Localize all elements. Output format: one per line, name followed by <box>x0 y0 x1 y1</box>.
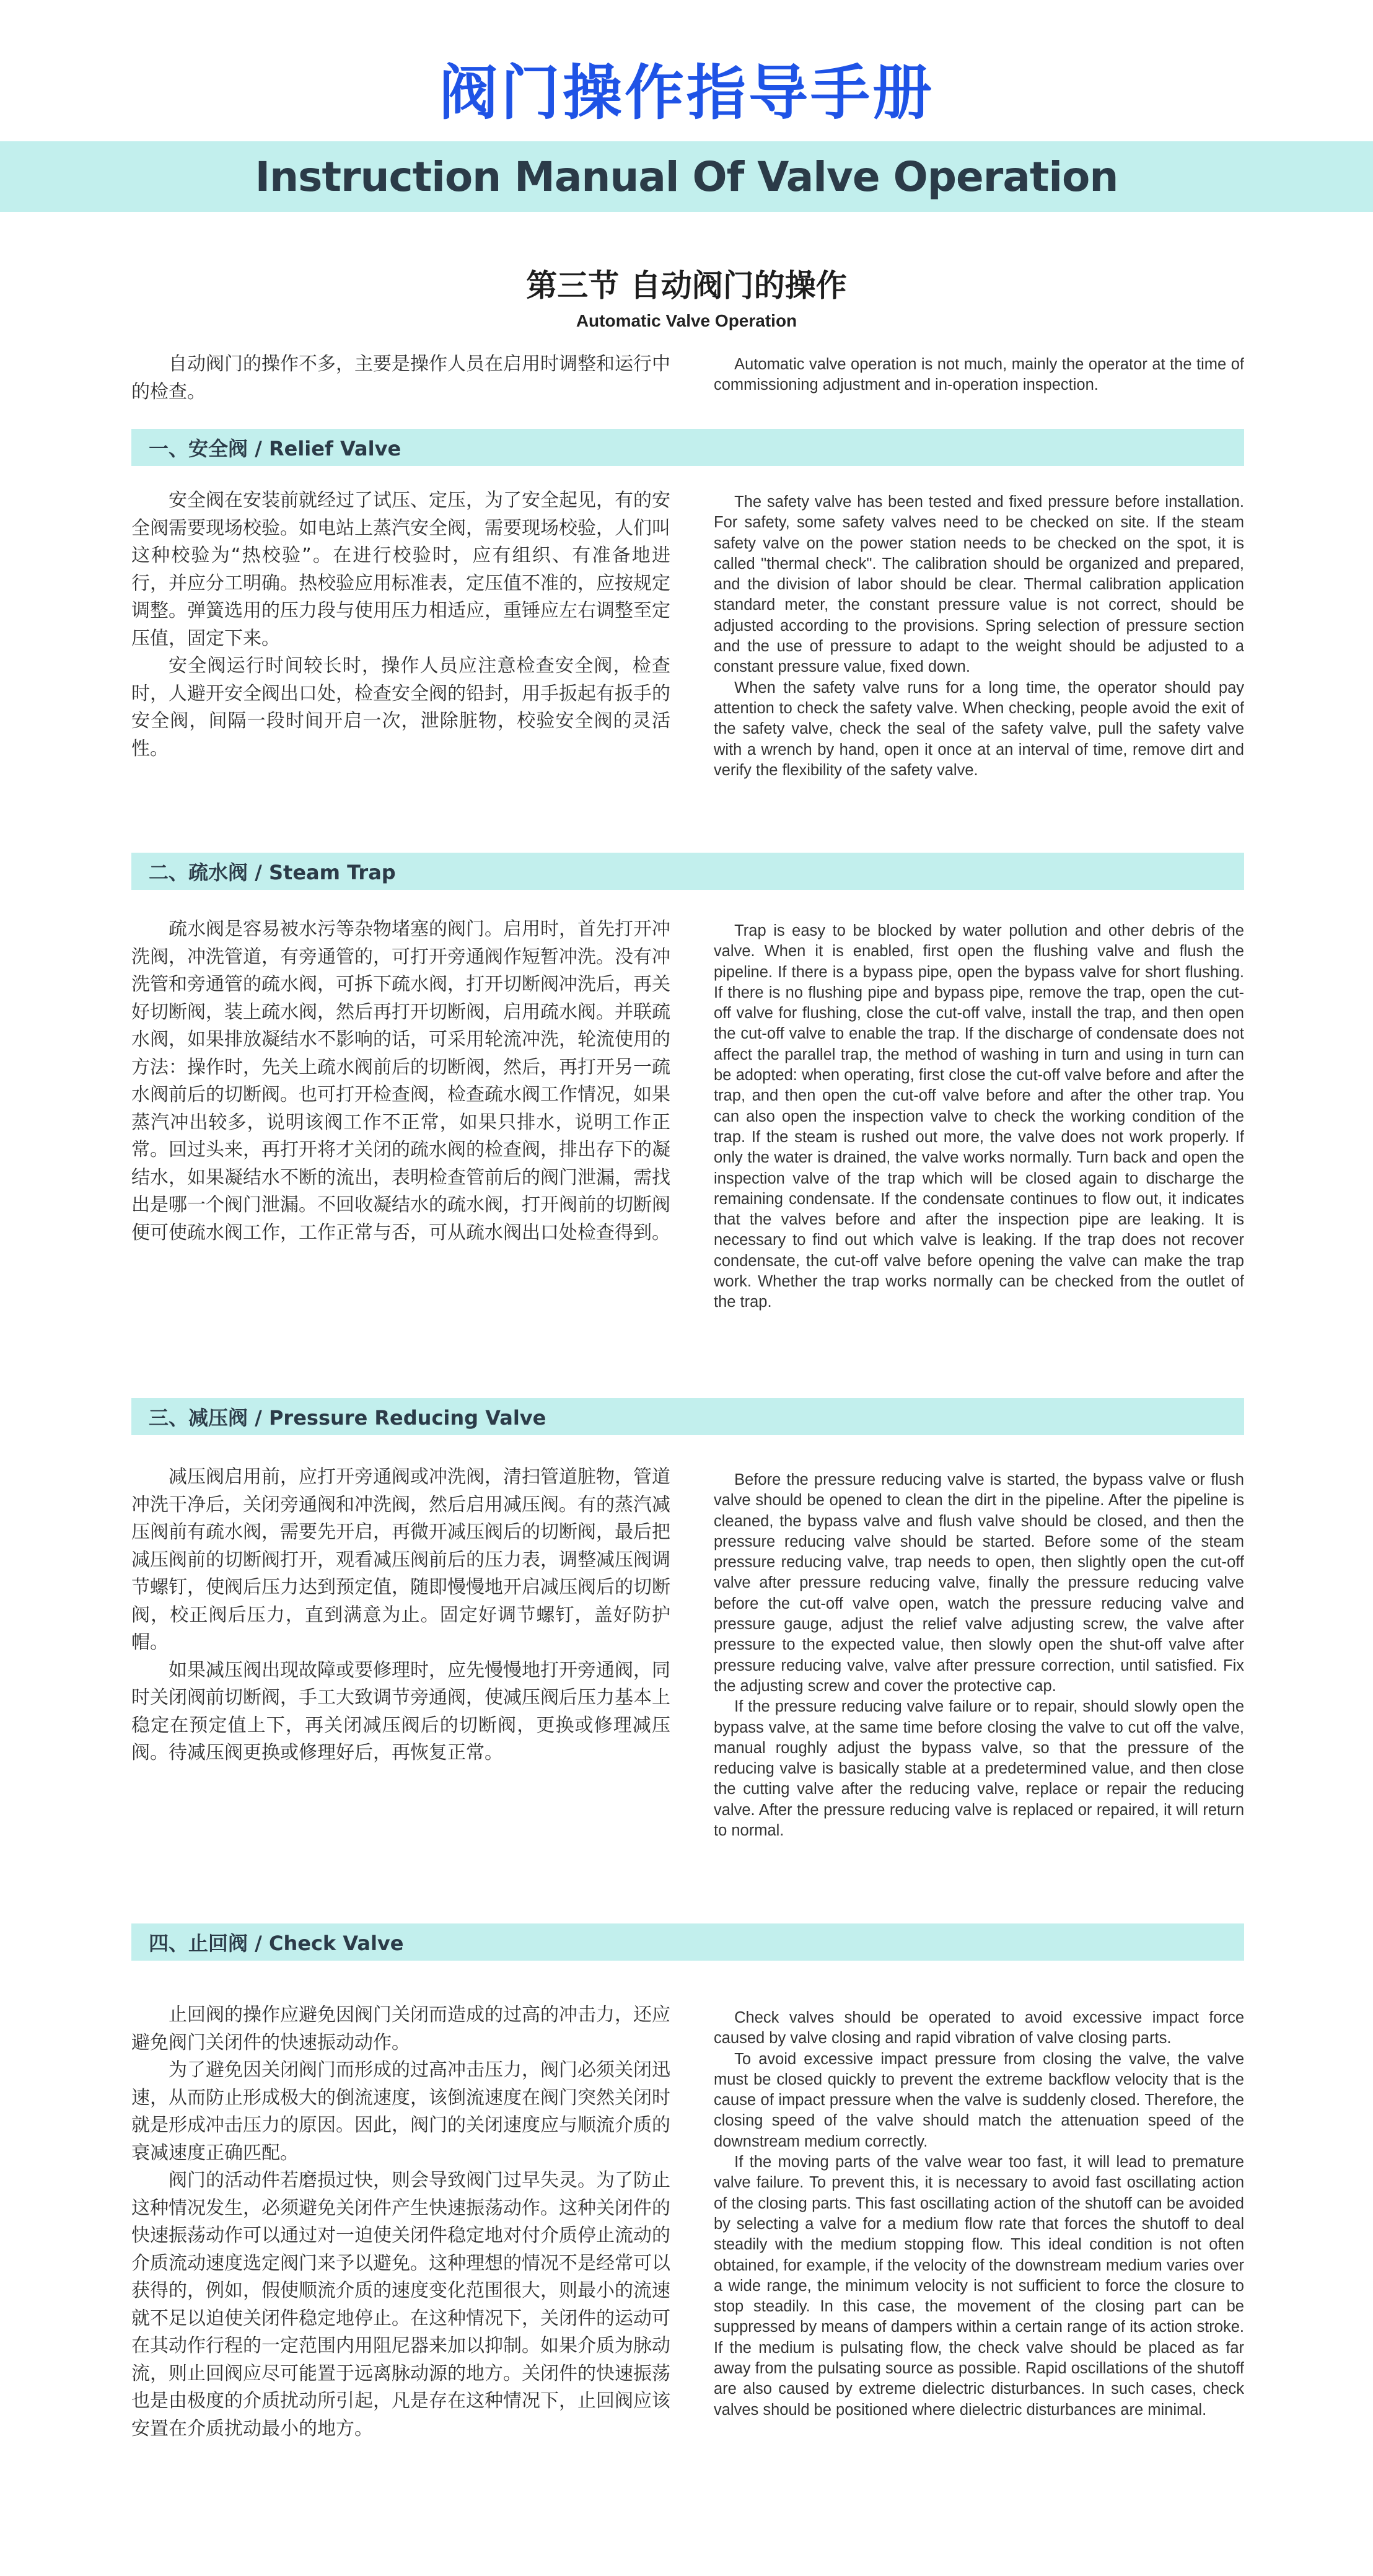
steam-trap-cn <box>131 916 670 1247</box>
steam-trap-en <box>714 921 1244 1313</box>
paragraph: If the pressure reducing valve failure or to repair, should slowly open the bypass valve, at the same time before closing the valve to cut off the valve, manual roughly adjust the bypass valve, so that the pressure of the reducing valve is basically stable at a predetermined value, and then close the cutting valve after the reducing valve, replace or repair the reducing valve. After the pressure reducing valve is replaced or repaired, it will return to normal. <box>714 1698 1244 1840</box>
heading-label: 二、疏水阀 / Steam Trap <box>149 861 396 884</box>
paragraph: 安全阀在安装前就经过了试压、定压，为了安全起见，有的安全阀需要现场校验。如电站上蒸汽安全阀，需要现场校验，人们叫这种校验为“热校验”。在进行校验时，应有组织、有准备地进行，并应分工明确。热校验应用标准表，定压值不准的，应按规定调整。弹簧选用的压力段与使用压力相适应，重锤应左右调整至定压值，固定下来。 <box>131 490 670 649</box>
paragraph: Trap is easy to be blocked by water pollution and other debris of the valve. When it is enabled, first open the flushing valve and flush the pipeline. If there is a bypass pipe, open the bypass valve for short flushing. If there is no flushing pipe and bypass pipe, remove the trap, open the cut-off valve for flushing, close the cut-off valve, install the trap, and then open the cut-off valve to enable the trap. If the discharge of condensate does not affect the parallel trap, the method of washing in turn and using in turn can be adopted: when operating, first close the cut-off valve before and after the trap, and then open the cut-off valve before and after the other trap. You can also open the inspection valve to check the working condition of the trap. If the steam is rushed out more, the valve does not work properly. If only the water is drained, the valve works normally. Turn back and open the inspection valve of the trap which will be closed again to discharge the remaining condensate. If the condensate continues to flow out, it indicates that the valves before and after the inspection pipe are leaking. It is necessary to find out which valve is leaking. If the trap does not recover condensate, the cut-off valve before opening the valve can make the trap work. Whether the trap works normally can be checked from the outlet of the trap. <box>714 922 1244 1311</box>
paragraph: Check valves should be operated to avoid excessive impact force caused by valve closing and rapid vibration of valve closing parts. <box>714 2009 1244 2047</box>
heading-check-valve <box>131 1923 1244 1961</box>
paragraph: 安全阀运行时间较长时，操作人员应注意检查安全阀，检查时，人避开安全阀出口处，检查安全阀的铅封，用手扳起有扳手的安全阀，间隔一段时间开启一次，泄除脏物，校验安全阀的灵活性。 <box>131 655 670 760</box>
relief-valve-cn <box>131 487 670 763</box>
paragraph: 自动阀门的操作不多，主要是操作人员在启用时调整和运行中的检查。 <box>131 353 670 403</box>
heading-label: 一、安全阀 / Relief Valve <box>149 437 401 460</box>
intro-en <box>714 354 1244 396</box>
section-title-cn: 第三节 自动阀门的操作 <box>526 268 847 304</box>
paragraph: Before the pressure reducing valve is started, the bypass valve or flush valve should be opened to clean the dirt in the pipeline. After the pipeline is cleaned, the bypass valve and flush valve should be closed, and then the pressure reducing valve should be started. Before some of the steam pressure reducing valve, trap needs to open, then slightly open the cut-off valve after pressure reducing valve, finally the pressure reducing valve before the cut-off valve open, watch the pressure reducing valve and pressure gauge, adjust the relief valve adjusting screw, the valve after pressure to the expected value, then slowly open the shut-off valve after pressure reducing valve, valve after pressure correction, until satisfied. Fix the adjusting screw and cover the protective cap. <box>714 1471 1244 1695</box>
manual-title-cn: 阀门操作指导手册 <box>439 58 934 128</box>
heading-label: 三、减压阀 / Pressure Reducing Valve <box>149 1406 546 1430</box>
manual-title-en: Instruction Manual Of Valve Operation <box>255 152 1118 201</box>
heading-pressure-reducing-valve <box>131 1398 1244 1435</box>
intro-cn <box>131 351 670 406</box>
check-valve-cn <box>131 2002 670 2443</box>
paragraph: 阀门的活动件若磨损过快，则会导致阀门过早失灵。为了防止这种情况发生，必须避免关闭件产生快速振荡动作。这种关闭件的快速振荡动作可以通过对一迫使关闭件稳定地对付介质停止流动的介质流动速度选定阀门来予以避免。这种理想的情况不是经常可以获得的，例如，假使顺流介质的速度变化范围很大，则最小的流速就不足以迫使关闭件稳定地停止。在这种情况下，关闭件的运动可在其动作行程的一定范围内用阻尼器来加以抑制。如果介质为脉动流，则止回阀应尽可能置于远离脉动源的地方。关闭件的快速振荡也是由极度的介质扰动所引起，凡是存在这种情况下，止回阀应该安置在介质扰动最小的地方。 <box>131 2169 670 2440</box>
pressure-reducing-valve-cn <box>131 1464 670 1767</box>
paragraph: When the safety valve runs for a long time, the operator should pay attention to check the safety valve. When checking, people avoid the exit of the safety valve, check the seal of the safety valve, pull the safety valve with a wrench by hand, open it once at an interval of time, remove dirt and verify the flexibility of the safety valve. <box>714 679 1244 779</box>
paragraph: 减压阀启用前，应打开旁通阀或冲洗阀，清扫管道脏物，管道冲洗干净后，关闭旁通阀和冲洗阀，然后启用减压阀。有的蒸汽减压阀前有疏水阀，需要先开启，再微开减压阀后的切断阀，最后把减压阀前的切断阀打开，观看减压阀前后的压力表，调整减压阀调节螺钉，使阀后压力达到预定值，随即慢慢地开启减压阀后的切断阀，校正阀后压力，直到满意为止。固定好调节螺钉，盖好防护帽。 <box>131 1466 670 1653</box>
paragraph: If the moving parts of the valve wear too fast, it will lead to premature valve failure. To prevent this, it is necessary to avoid fast oscillating action of the closing parts. This fast oscillating action of the shutoff can be avoided by selecting a valve for a medium flow rate that forces the shutoff to deal steadily with the medium stopping flow. This ideal condition is not often obtained, for example, if the velocity of the downstream medium varies over a wide range, the minimum velocity is not sufficient to force the closure to stop steadily. In this case, the movement of the closing part can be suppressed by means of dampers within a certain range of its action stroke. If the medium is pulsating flow, the check valve should be placed as far away from the pulsating source as possible. Rapid oscillations of the shutoff are also caused by extreme dielectric disturbances. In such cases, check valves should be positioned where dielectric disturbances are minimal. <box>714 2153 1244 2419</box>
relief-valve-en <box>714 492 1244 781</box>
pressure-reducing-valve-en <box>714 1470 1244 1841</box>
heading-steam-trap <box>131 853 1244 890</box>
paragraph: To avoid excessive impact pressure from closing the valve, the valve must be closed quickly to prevent the extreme backflow velocity that is the cause of impact pressure when the valve is suddenly closed. Therefore, the closing speed of the valve should match the attenuation speed of the downstream medium correctly. <box>714 2050 1244 2150</box>
title-band <box>0 141 1373 212</box>
heading-label: 四、止回阀 / Check Valve <box>149 1932 404 1955</box>
paragraph: 如果减压阀出现故障或要修理时，应先慢慢地打开旁通阀，同时关闭阀前切断阀，手工大致调节旁通阀，使减压阀后压力基本上稳定在预定值上下，再关闭减压阀后的切断阀，更换或修理减压阀。待减压阀更换或修理好后，再恢复正常。 <box>131 1659 670 1764</box>
paragraph: 疏水阀是容易被水污等杂物堵塞的阀门。启用时，首先打开冲洗阀，冲洗管道，有旁通管的，可打开旁通阀作短暂冲洗。没有冲洗管和旁通管的疏水阀，可拆下疏水阀，打开切断阀冲洗后，再关好切断阀，装上疏水阀，然后再打开切断阀，启用疏水阀。并联疏水阀，如果排放凝结水不影响的话，可采用轮流冲洗，轮流使用的方法：操作时，先关上疏水阀前后的切断阀，然后，再打开另一疏水阀前后的切断阀。也可打开检查阀，检查疏水阀工作情况，如果蒸汽冲出较多，说明该阀工作不正常，如果只排水，说明工作正常。回过头来，再打开将才关闭的疏水阀的检查阀，排出存下的凝结水，如果凝结水不断的流出，表明检查管前后的阀门泄漏，需找出是哪一个阀门泄漏。不回收凝结水的疏水阀，打开阀前的切断阀便可使疏水阀工作，工作正常与否，可从疏水阀出口处检查得到。 <box>131 918 670 1244</box>
paragraph: 为了避免因关闭阀门而形成的过高冲击压力，阀门必须关闭迅速，从而防止形成极大的倒流速度，该倒流速度在阀门突然关闭时就是形成冲击压力的原因。因此，阀门的关闭速度应与顺流介质的衰减速度正确匹配。 <box>131 2059 670 2164</box>
paragraph: 止回阀的操作应避免因阀门关闭而造成的过高的冲击力，还应避免阀门关闭件的快速振动动作。 <box>131 2004 670 2054</box>
check-valve-en <box>714 2008 1244 2420</box>
paragraph: Automatic valve operation is not much, mainly the operator at the time of commissioning adjustment and in-operation inspection. <box>714 356 1244 394</box>
heading-relief-valve <box>131 429 1244 466</box>
paragraph: The safety valve has been tested and fixed pressure before installation. For safety, some safety valves need to be checked on site. If the steam safety valve on the power station needs to be checked on the spot, it is called "thermal check". The calibration should be organized and prepared, and the division of labor should be clear. Thermal calibration application standard meter, the constant pressure value is not correct, should be adjusted according to the provisions. Spring selection of pressure section and the use of pressure to adapt to the weight should be adjusted to a constant pressure value, fixed down. <box>714 493 1244 676</box>
section-title-en: Automatic Valve Operation <box>576 311 797 330</box>
